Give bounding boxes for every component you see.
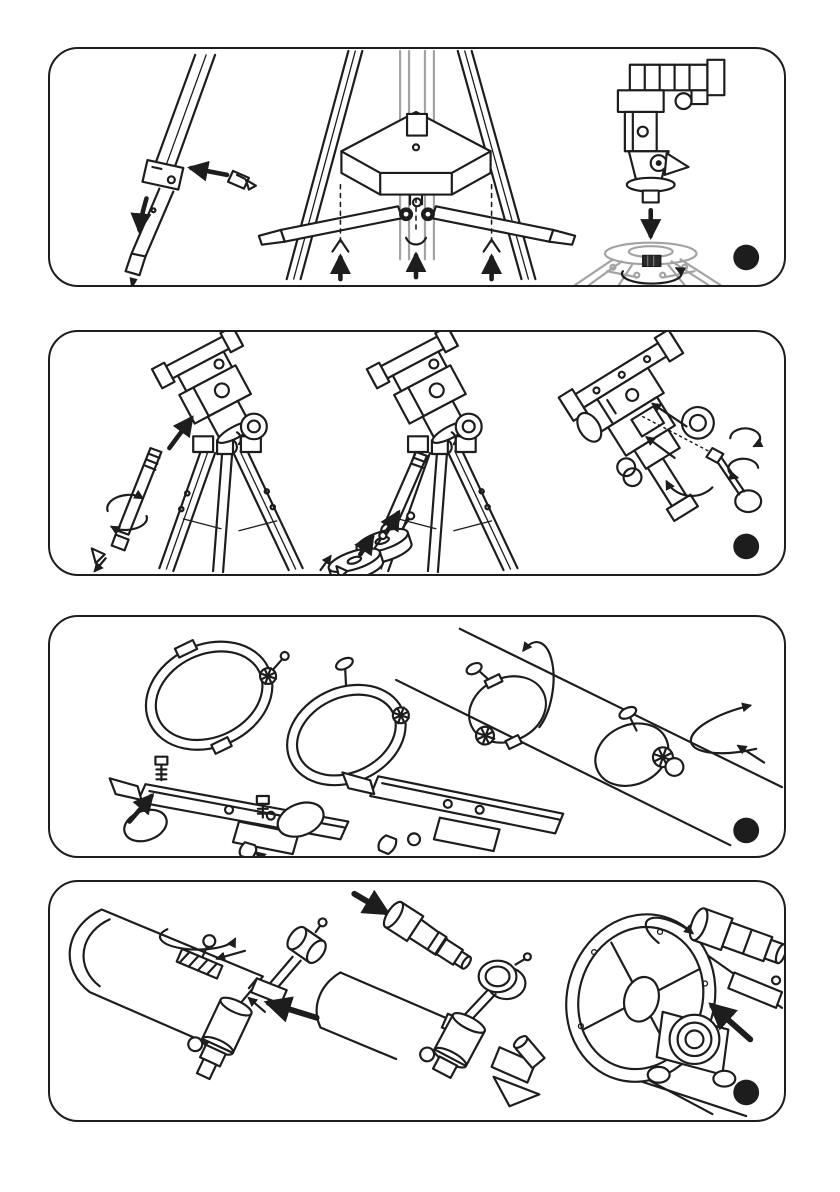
counterweight-shaft-icon [118, 448, 162, 535]
step-marker-dot [733, 1080, 759, 1106]
bolt-icon [155, 757, 167, 765]
small-arrow-icon [217, 951, 245, 959]
counterweights-illustration [321, 332, 518, 574]
mount-head-placement-illustration [575, 60, 724, 285]
rotate-arrow-icon [728, 459, 758, 478]
bolt-icon [257, 796, 269, 804]
slow-motion-cables-illustration [559, 332, 761, 538]
black-arrow-icon [354, 894, 386, 913]
step-marker-dot [733, 818, 759, 844]
finder-bracket-attachment-illustration [70, 908, 341, 1083]
up-arrow-icon [169, 419, 191, 449]
panel-step-4 [48, 880, 786, 1122]
counterweight-shaft-icon [384, 452, 427, 529]
optical-tube-icon [460, 629, 782, 787]
tripod-leg-extension-illustration [126, 55, 256, 285]
ring-clamp-icon [578, 697, 686, 806]
left-arrow-icon [191, 168, 227, 175]
panel-4-artwork [50, 882, 784, 1120]
finderscope-icon [380, 899, 477, 976]
black-arrow-icon [269, 1003, 317, 1018]
panel-step-3 [48, 615, 786, 858]
panel-1-artwork [50, 49, 784, 285]
ring-clamp-icon [446, 642, 559, 760]
small-arrow-icon [738, 746, 764, 763]
step-marker-dot [733, 534, 759, 560]
panel-3-artwork [50, 617, 784, 856]
panel-2-artwork [50, 332, 784, 574]
accessory-tray-illustration [259, 51, 575, 279]
counterweight-shaft-illustration [92, 332, 303, 572]
tube-ring-icon [125, 617, 314, 774]
tripod-knob-icon [643, 256, 661, 267]
step-marker-dot [733, 245, 759, 271]
focuser-icon [416, 1004, 487, 1081]
panel-step-1 [48, 47, 786, 287]
tube-rings-to-saddle-illustration [110, 617, 427, 856]
rotate-arrow-icon [730, 428, 760, 446]
finderscope-insertion-illustration [317, 894, 545, 1106]
panel-step-2 [48, 330, 786, 576]
